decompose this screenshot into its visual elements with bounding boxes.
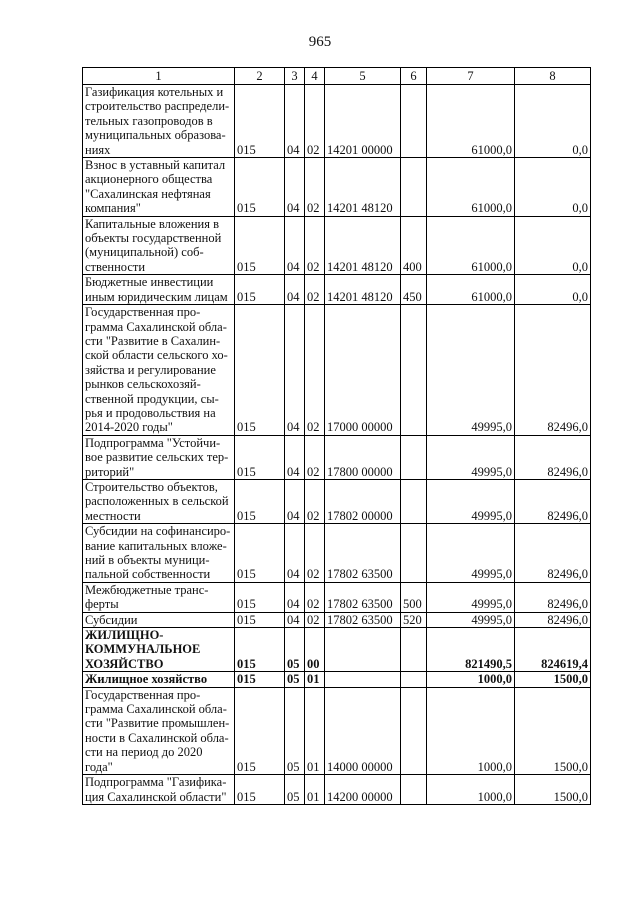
amount-year-2: 82496,0 xyxy=(515,524,591,583)
item-name: Жилищное хозяйство xyxy=(83,672,235,687)
amount-year-2: 82496,0 xyxy=(515,305,591,436)
subsection-code: 02 xyxy=(305,524,325,583)
table-row xyxy=(83,775,591,805)
table-row xyxy=(83,158,591,217)
item-name: Межбюджетные транс- ферты xyxy=(83,582,235,612)
section-code: 04 xyxy=(285,85,305,158)
amount-year-2: 1500,0 xyxy=(515,687,591,774)
table-body xyxy=(83,85,591,805)
column-header: 4 xyxy=(305,68,325,85)
subsection-code: 02 xyxy=(305,305,325,436)
amount-year-1: 49995,0 xyxy=(427,305,515,436)
section-code: 04 xyxy=(285,435,305,479)
admin-code: 015 xyxy=(235,524,285,583)
table-row xyxy=(83,612,591,627)
expense-type-code xyxy=(401,479,427,523)
admin-code: 015 xyxy=(235,672,285,687)
target-article-code: 14201 48120 xyxy=(325,216,401,275)
item-name: Государственная про- грамма Сахалинской обла- сти "Развитие в Сахалин- ской области сельского хо- зяйства и регулирование рынков сельскохозяй- ственной продукции, сы- рья и продовольствия на 2014-2020 годы" xyxy=(83,305,235,436)
subsection-code: 02 xyxy=(305,582,325,612)
admin-code: 015 xyxy=(235,305,285,436)
amount-year-2: 82496,0 xyxy=(515,612,591,627)
item-name: Подпрограмма "Устойчи- вое развитие сельских тер- риторий" xyxy=(83,435,235,479)
target-article-code: 14201 48120 xyxy=(325,158,401,217)
amount-year-1: 61000,0 xyxy=(427,275,515,305)
target-article-code: 17800 00000 xyxy=(325,435,401,479)
amount-year-2: 0,0 xyxy=(515,158,591,217)
admin-code: 015 xyxy=(235,216,285,275)
item-name: ЖИЛИЩНО- КОММУНАЛЬНОЕ ХОЗЯЙСТВО xyxy=(83,628,235,672)
section-code: 04 xyxy=(285,612,305,627)
item-name: Подпрограмма "Газифика- ция Сахалинской области" xyxy=(83,775,235,805)
budget-table xyxy=(82,67,591,805)
target-article-code xyxy=(325,672,401,687)
table-row xyxy=(83,582,591,612)
amount-year-2: 82496,0 xyxy=(515,582,591,612)
target-article-code xyxy=(325,628,401,672)
admin-code: 015 xyxy=(235,435,285,479)
section-code: 04 xyxy=(285,158,305,217)
table-row xyxy=(83,275,591,305)
amount-year-1: 49995,0 xyxy=(427,582,515,612)
amount-year-1: 1000,0 xyxy=(427,672,515,687)
target-article-code: 17802 63500 xyxy=(325,524,401,583)
item-name: Строительство объектов, расположенных в сельской местности xyxy=(83,479,235,523)
column-header: 6 xyxy=(401,68,427,85)
amount-year-1: 821490,5 xyxy=(427,628,515,672)
admin-code: 015 xyxy=(235,628,285,672)
amount-year-1: 49995,0 xyxy=(427,524,515,583)
amount-year-1: 1000,0 xyxy=(427,775,515,805)
admin-code: 015 xyxy=(235,612,285,627)
item-name: Субсидии xyxy=(83,612,235,627)
section-code: 05 xyxy=(285,775,305,805)
section-code: 04 xyxy=(285,275,305,305)
subsection-code: 02 xyxy=(305,612,325,627)
amount-year-2: 0,0 xyxy=(515,216,591,275)
section-code: 05 xyxy=(285,672,305,687)
target-article-code: 14200 00000 xyxy=(325,775,401,805)
amount-year-1: 49995,0 xyxy=(427,612,515,627)
item-name: Субсидии на софинансиро- вание капитальных вложе- ний в объекты муници- пальной собственности xyxy=(83,524,235,583)
item-name: Взнос в уставный капитал акционерного общества "Сахалинская нефтяная компания" xyxy=(83,158,235,217)
expense-type-code: 500 xyxy=(401,582,427,612)
column-header: 7 xyxy=(427,68,515,85)
target-article-code: 14201 00000 xyxy=(325,85,401,158)
expense-type-code xyxy=(401,524,427,583)
expense-type-code xyxy=(401,85,427,158)
column-header: 1 xyxy=(83,68,235,85)
subsection-code: 02 xyxy=(305,158,325,217)
target-article-code: 17802 00000 xyxy=(325,479,401,523)
target-article-code: 14201 48120 xyxy=(325,275,401,305)
subsection-code: 02 xyxy=(305,479,325,523)
item-name: Государственная про- грамма Сахалинской обла- сти "Развитие промышлен- ности в Сахалинской обла- сти на период до 2020 года" xyxy=(83,687,235,774)
expense-type-code xyxy=(401,628,427,672)
section-code: 04 xyxy=(285,524,305,583)
section-code: 04 xyxy=(285,216,305,275)
expense-type-code xyxy=(401,687,427,774)
section-code: 04 xyxy=(285,305,305,436)
expense-type-code: 520 xyxy=(401,612,427,627)
expense-type-code: 400 xyxy=(401,216,427,275)
expense-type-code: 450 xyxy=(401,275,427,305)
amount-year-2: 1500,0 xyxy=(515,775,591,805)
target-article-code: 17000 00000 xyxy=(325,305,401,436)
table-row xyxy=(83,216,591,275)
item-name: Бюджетные инвестиции иным юридическим лицам xyxy=(83,275,235,305)
table-row xyxy=(83,628,591,672)
admin-code: 015 xyxy=(235,85,285,158)
amount-year-2: 82496,0 xyxy=(515,435,591,479)
subsection-code: 01 xyxy=(305,672,325,687)
subsection-code: 01 xyxy=(305,775,325,805)
column-header: 2 xyxy=(235,68,285,85)
amount-year-2: 82496,0 xyxy=(515,479,591,523)
column-header: 5 xyxy=(325,68,401,85)
target-article-code: 14000 00000 xyxy=(325,687,401,774)
expense-type-code xyxy=(401,158,427,217)
section-code: 04 xyxy=(285,479,305,523)
subsection-code: 02 xyxy=(305,216,325,275)
amount-year-1: 61000,0 xyxy=(427,158,515,217)
admin-code: 015 xyxy=(235,775,285,805)
section-code: 05 xyxy=(285,628,305,672)
amount-year-1: 49995,0 xyxy=(427,435,515,479)
expense-type-code xyxy=(401,435,427,479)
amount-year-2: 1500,0 xyxy=(515,672,591,687)
target-article-code: 17802 63500 xyxy=(325,612,401,627)
item-name: Газификация котельных и строительство распредели- тельных газопроводов в муниципальных образова- ниях xyxy=(83,85,235,158)
expense-type-code xyxy=(401,305,427,436)
table-row xyxy=(83,435,591,479)
amount-year-1: 61000,0 xyxy=(427,216,515,275)
amount-year-1: 61000,0 xyxy=(427,85,515,158)
admin-code: 015 xyxy=(235,687,285,774)
page-number: 965 xyxy=(308,34,332,50)
subsection-code: 02 xyxy=(305,85,325,158)
expense-type-code xyxy=(401,775,427,805)
expense-type-code xyxy=(401,672,427,687)
subsection-code: 02 xyxy=(305,275,325,305)
admin-code: 015 xyxy=(235,479,285,523)
item-name: Капитальные вложения в объекты государственной (муниципальной) соб- ственности xyxy=(83,216,235,275)
section-code: 04 xyxy=(285,582,305,612)
subsection-code: 00 xyxy=(305,628,325,672)
target-article-code: 17802 63500 xyxy=(325,582,401,612)
table-row xyxy=(83,305,591,436)
admin-code: 015 xyxy=(235,582,285,612)
subsection-code: 01 xyxy=(305,687,325,774)
column-number-row xyxy=(83,68,591,85)
table-row xyxy=(83,479,591,523)
amount-year-1: 49995,0 xyxy=(427,479,515,523)
column-header: 3 xyxy=(285,68,305,85)
admin-code: 015 xyxy=(235,275,285,305)
table-row xyxy=(83,687,591,774)
amount-year-2: 824619,4 xyxy=(515,628,591,672)
table-row xyxy=(83,672,591,687)
amount-year-1: 1000,0 xyxy=(427,687,515,774)
amount-year-2: 0,0 xyxy=(515,275,591,305)
subsection-code: 02 xyxy=(305,435,325,479)
amount-year-2: 0,0 xyxy=(515,85,591,158)
table-row xyxy=(83,85,591,158)
admin-code: 015 xyxy=(235,158,285,217)
table-row xyxy=(83,524,591,583)
section-code: 05 xyxy=(285,687,305,774)
column-header: 8 xyxy=(515,68,591,85)
